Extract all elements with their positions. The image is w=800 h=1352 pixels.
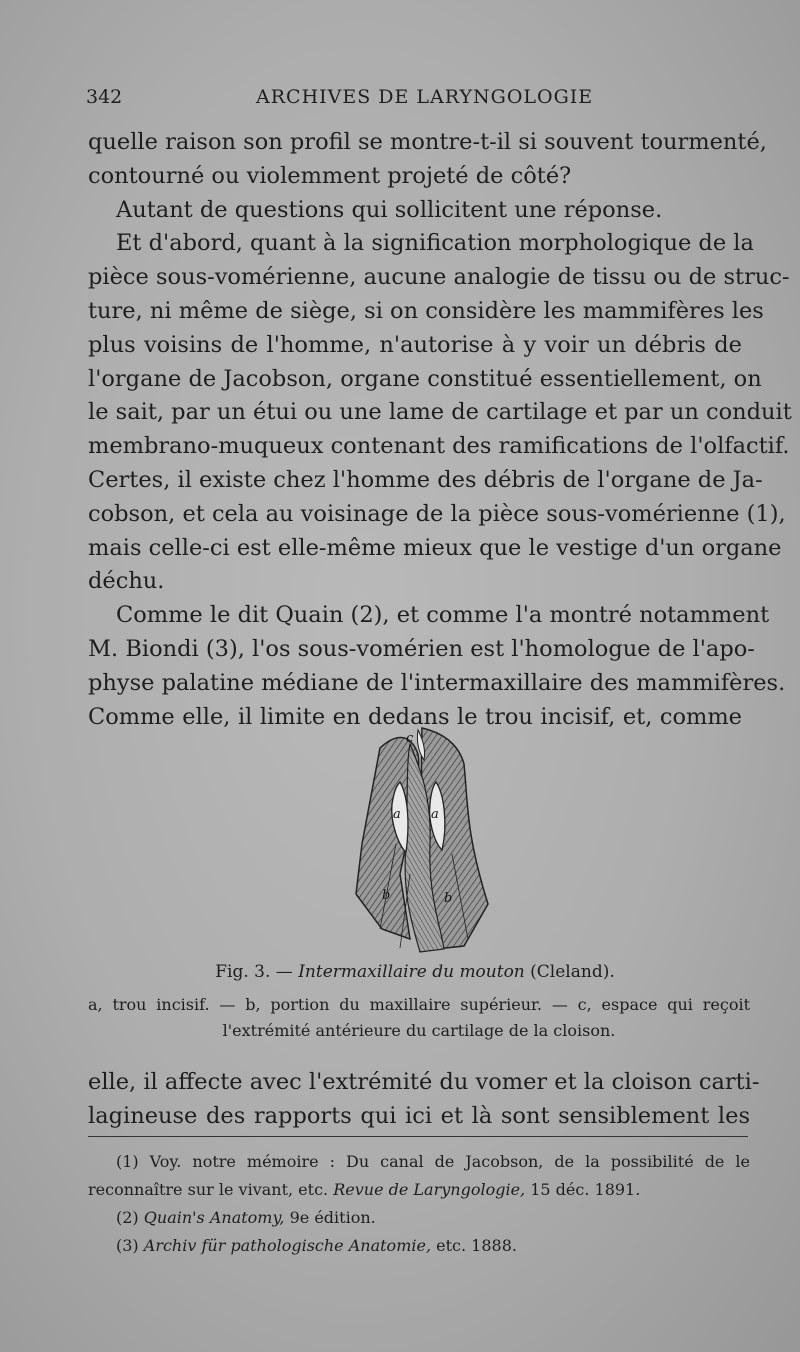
text-line: Comme elle, il limite en dedans le trou incisif, et, comme	[88, 703, 742, 730]
text-line: ture, ni même de siège, si on considère les mammifères les	[88, 297, 764, 324]
body-text-continued	[88, 1066, 760, 1134]
text-line: déchu.	[88, 568, 165, 595]
figure-caption-title	[88, 962, 742, 982]
text-line: Autant de questions qui sollicitent une réponse.	[116, 196, 663, 223]
running-header	[86, 86, 746, 116]
text-line: elle, il affecte avec l'extrémité du vomer et la cloison carti-	[88, 1069, 760, 1095]
figure-legend-line: l'extrémité antérieure du cartilage de la cloison.	[222, 1021, 616, 1040]
figure-intermaxillary-bone	[340, 724, 500, 958]
bone-illustration	[340, 724, 500, 958]
footnote-citation: Quain's Anatomy,	[143, 1208, 285, 1227]
footnote-1-line: (1) Voy. notre mémoire : Du canal de Jacobson, de la possibilité de le	[116, 1152, 750, 1171]
text-line: cobson, et cela au voisinage de la pièce sous-vomérienne (1),	[88, 500, 786, 527]
footnote-rule	[88, 1136, 748, 1137]
footnotes	[88, 1148, 750, 1260]
text-line: Comme le dit Quain (2), et comme l'a montré notamment	[116, 602, 770, 629]
text-line: lagineuse des rapports qui ici et là sont sensiblement les	[88, 1102, 750, 1129]
text-line: le sait, par un étui ou une lame de cartilage et par un conduit	[88, 399, 792, 426]
footnote-text: reconnaître sur le vivant, etc.	[88, 1180, 329, 1199]
footnote-text: etc. 1888.	[436, 1236, 517, 1255]
footnote-2	[88, 1204, 750, 1232]
figure-source: (Cleland).	[530, 962, 615, 982]
footnote-citation: Archiv für pathologische Anatomie,	[143, 1236, 432, 1255]
text-line: mais celle-ci est elle-même mieux que le vestige d'un organe	[88, 534, 782, 561]
label-b-right: b	[444, 891, 453, 906]
text-line: contourné ou violemment projeté de côté?	[88, 162, 572, 189]
label-b-left: b	[382, 888, 391, 903]
label-a-right: a	[431, 807, 439, 822]
figure-legend	[88, 992, 750, 1044]
label-c: c	[406, 731, 414, 746]
page-number: 342	[86, 86, 123, 108]
footnote-marker: (2)	[116, 1208, 139, 1227]
figure-legend-line: a, trou incisif. — b, portion du maxillaire supérieur. — c, espace qui reçoit	[88, 995, 750, 1014]
running-title: ARCHIVES DE LARYNGOLOGIE	[256, 86, 594, 108]
text-line: physe palatine médiane de l'intermaxillaire des mammifères.	[88, 669, 786, 696]
text-line: quelle raison son profil se montre-t-il si souvent tourmenté,	[88, 129, 767, 155]
text-line: l'organe de Jacobson, organe constitué essentiellement, on	[88, 365, 762, 392]
text-line: Et d'abord, quant à la signification morphologique de la	[116, 230, 754, 257]
label-a-left: a	[393, 807, 401, 822]
text-line: M. Biondi (3), l'os sous-vomérien est l'homologue de l'apo-	[88, 635, 755, 662]
text-line: Certes, il existe chez l'homme des débris de l'organe de Ja-	[88, 466, 763, 493]
footnote-text: 15 déc. 1891.	[530, 1180, 641, 1199]
body-text	[88, 126, 792, 734]
footnote-marker: (3)	[116, 1236, 139, 1255]
figure-title: Intermaxillaire du mouton	[298, 962, 525, 982]
footnote-1-line	[88, 1176, 750, 1204]
text-line: plus voisins de l'homme, n'autorise à y voir un débris de	[88, 331, 742, 358]
footnote-text: 9e édition.	[289, 1208, 376, 1227]
footnote-3	[88, 1232, 750, 1260]
figure-label: Fig. 3. —	[215, 962, 293, 982]
text-line: pièce sous-vomérienne, aucune analogie de tissu ou de struc-	[88, 264, 790, 291]
footnote-citation: Revue de Laryngologie,	[333, 1180, 526, 1199]
text-line: membrano-muqueux contenant des ramifications de l'olfactif.	[88, 433, 790, 460]
